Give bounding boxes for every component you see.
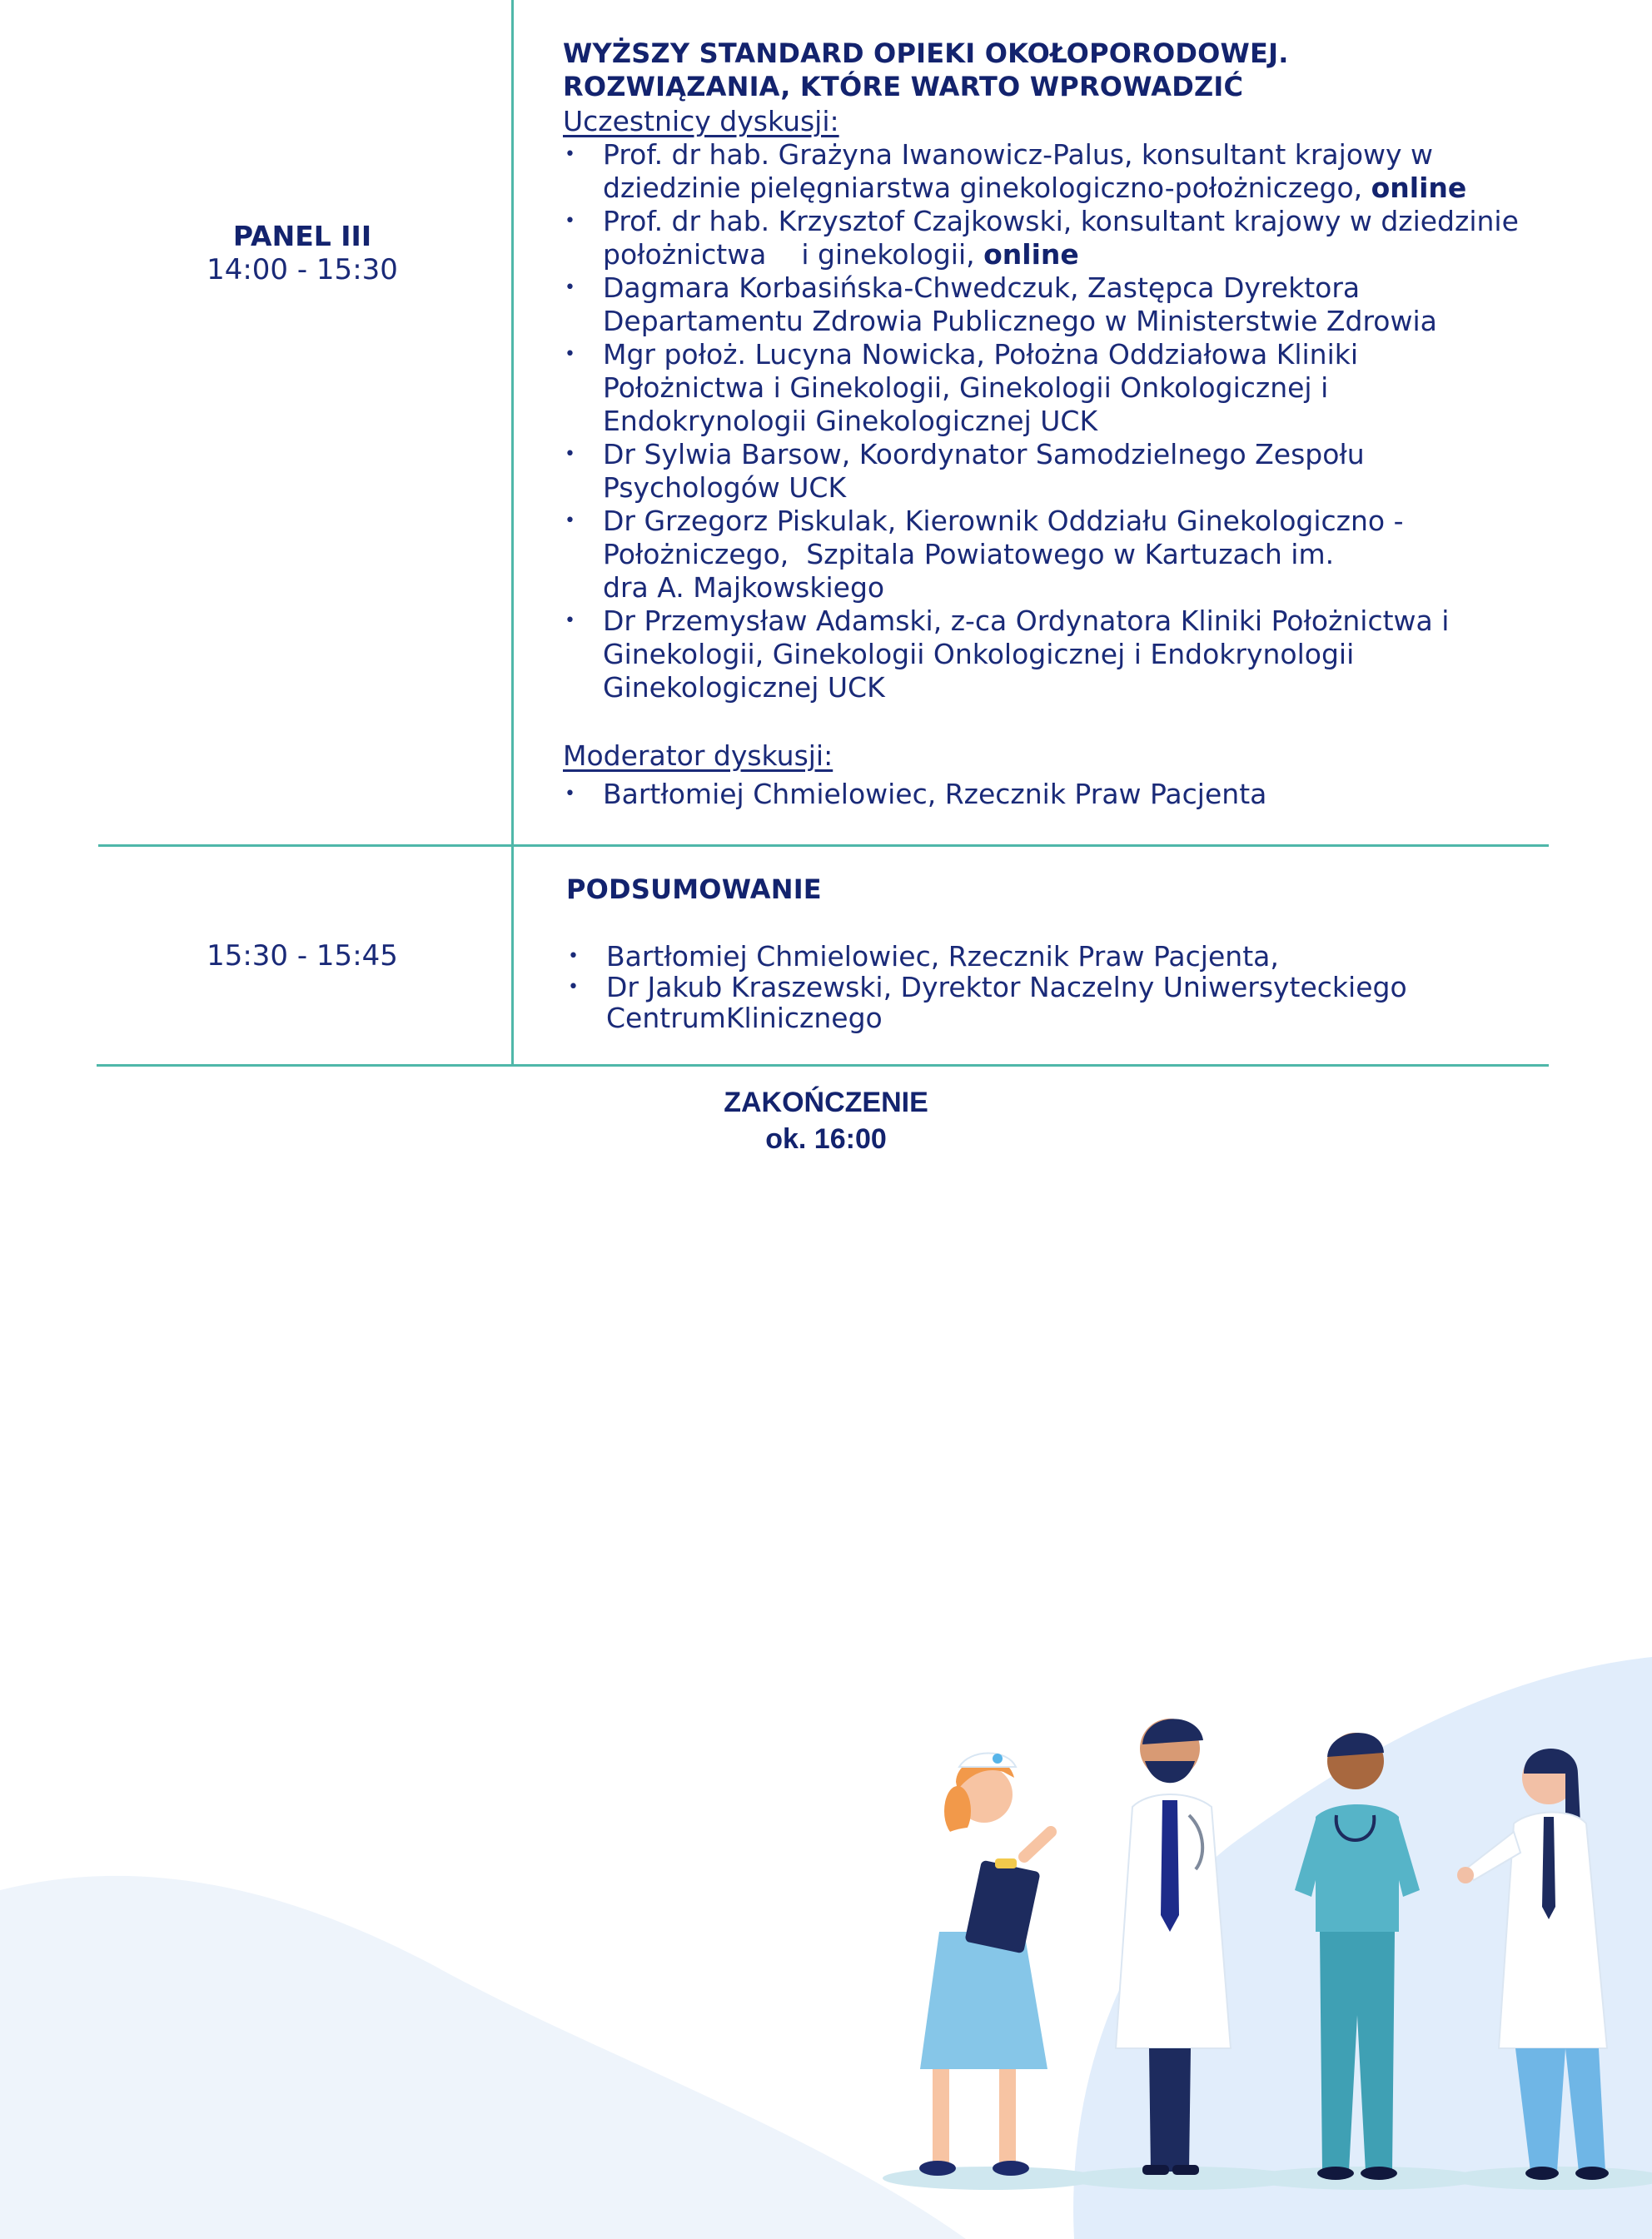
- participant-line: Psychologów UCK: [603, 471, 847, 504]
- moderator-list: [563, 778, 1545, 811]
- row-divider-2: [97, 1064, 1549, 1067]
- moderator-item: [563, 778, 1545, 811]
- nurse-figure: [919, 1754, 1051, 2177]
- column-divider-panel3: [511, 0, 514, 847]
- summary-list: [566, 941, 1549, 1033]
- participant-item: [563, 205, 1545, 271]
- participants-list: [563, 138, 1545, 704]
- participant-line: • Prof. dr hab. Krzysztof Czajkowski, konsultant krajowy w dziedzinie: [603, 205, 1519, 237]
- participant-line: dra A. Majkowskiego: [603, 571, 885, 604]
- moderator-label: Moderator dyskusji:: [563, 739, 833, 772]
- summary-item-text: • Dr Jakub Kraszewski, Dyrektor Naczelny Uniwersyteckiego: [606, 971, 1407, 1003]
- participants-label: Uczestnicy dyskusji:: [563, 105, 839, 137]
- participant-line: Położniczego, Szpitala Powiatowego w Kartuzach im.: [603, 538, 1335, 570]
- participant-line: Ginekologicznej UCK: [603, 671, 885, 704]
- panel3-title-line1: WYŻSZY STANDARD OPIEKI OKOŁOPORODOWEJ.: [563, 37, 1289, 69]
- ending-title: ZAKOŃCZENIE: [724, 1087, 928, 1118]
- background-wave-left: [0, 1876, 966, 2239]
- panel3-title-line2: ROZWIĄZANIA, KTÓRE WARTO WPROWADZIĆ: [563, 71, 1244, 102]
- panel3-time-cell: [98, 220, 506, 286]
- online-tag: online: [983, 238, 1079, 271]
- summary-item: [566, 972, 1549, 1033]
- column-divider-summary: [511, 847, 514, 1066]
- summary-item-text: • Bartłomiej Chmielowiec, Rzecznik Praw Pacjenta,: [606, 940, 1279, 973]
- row-divider-1: [98, 844, 1549, 847]
- summary-title: PODSUMOWANIE: [566, 873, 822, 905]
- participant-line: • Dr Sylwia Barsow, Koordynator Samodzielnego Zespołu: [603, 438, 1365, 470]
- ending-time: ok. 16:00: [765, 1123, 887, 1155]
- participant-line: • Dagmara Korbasińska-Chwedczuk, Zastępca Dyrektora: [603, 271, 1361, 304]
- summary-time-cell: [98, 939, 506, 973]
- participant-item: [563, 505, 1545, 605]
- participant-line: Departamentu Zdrowia Publicznego w Ministerstwie Zdrowia: [603, 305, 1437, 337]
- summary-item-text: CentrumKlinicznego: [606, 1002, 883, 1034]
- participant-line: położnictwa i ginekologii,: [603, 238, 984, 271]
- participant-item: [563, 438, 1545, 505]
- participant-item: [563, 605, 1545, 704]
- summary-content: [566, 873, 1549, 1033]
- medical-staff-illustration: [0, 1582, 1652, 2239]
- panel3-label: PANEL III: [232, 220, 372, 252]
- participant-item: [563, 338, 1545, 438]
- online-tag: online: [1371, 172, 1467, 204]
- participant-line: • Dr Przemysław Adamski, z-ca Ordynatora Kliniki Położnictwa i: [603, 605, 1450, 637]
- summary-time: 15:30 - 15:45: [206, 939, 398, 973]
- participant-line: • Mgr położ. Lucyna Nowicka, Położna Oddziałowa Kliniki: [603, 338, 1359, 371]
- participant-line: Ginekologii, Ginekologii Onkologicznej i Endokrynologii: [603, 638, 1355, 670]
- moderator-name: • Bartłomiej Chmielowiec, Rzecznik Praw Pacjenta: [603, 778, 1267, 810]
- participant-line: dziedzinie pielęgniarstwa ginekologiczno-położniczego,: [603, 172, 1371, 204]
- participant-line: • Prof. dr hab. Grażyna Iwanowicz-Palus, konsultant krajowy w: [603, 138, 1434, 171]
- participant-item: [563, 138, 1545, 205]
- ending-block: [0, 1084, 1652, 1157]
- participant-line: Endokrynologii Ginekologicznej UCK: [603, 405, 1098, 437]
- summary-item: [566, 941, 1549, 972]
- panel3-time: 14:00 - 15:30: [206, 253, 398, 286]
- participant-line: Położnictwa i Ginekologii, Ginekologii Onkologicznej i: [603, 371, 1329, 404]
- participant-item: [563, 271, 1545, 338]
- panel3-content: [563, 37, 1545, 811]
- participant-line: • Dr Grzegorz Piskulak, Kierownik Oddziału Ginekologiczno -: [603, 505, 1404, 537]
- panel3-title: [563, 37, 1545, 103]
